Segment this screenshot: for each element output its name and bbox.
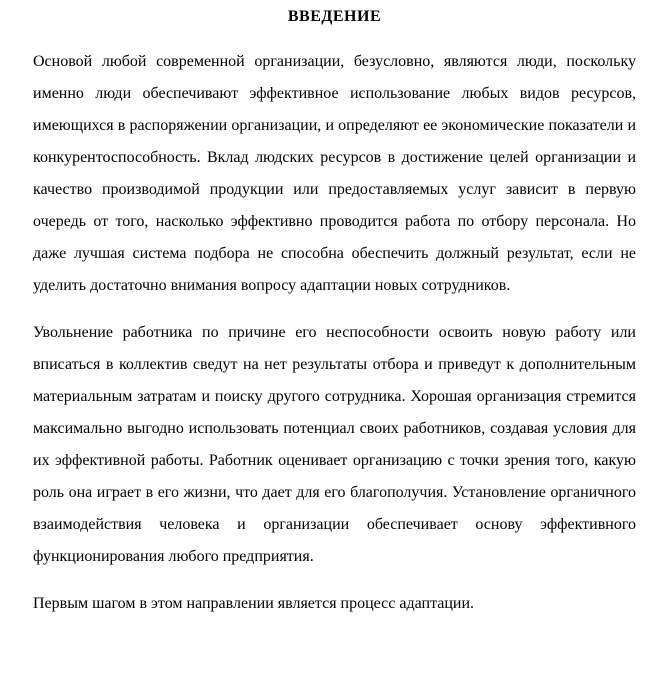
paragraph-2: Увольнение работника по причине его неспособности освоить новую работу или вписаться в коллектив сведут на нет результаты отбора и приведут к дополнительным материальным затратам и поиску другого сотрудника. Хорошая организация стремится максимально выгодно использовать потенциал своих работников, создавая условия для их эффективной работы. Работник оценивает организацию с точки зрения того, какую роль она играет в его жизни, что дает для его благополучия. Установление органичного взаимодействия человека и организации обеспечивает основу эффективного функционирования любого предприятия. <box>33 324 636 565</box>
document-title: ВВЕДЕНИЕ <box>287 8 382 25</box>
paragraph-3: Первым шагом в этом направлении является процесс адаптации. <box>33 595 475 612</box>
paragraph-1: Основой любой современной организации, безусловно, являются люди, поскольку именно люди обеспечивают эффективное использование любых видов ресурсов, имеющихся в распоряжении организации, и определяют ее экономические показатели и конкурентоспособность. Вклад людских ресурсов в достижение целей организации и качество производимой продукции или предоставляемых услуг зависит в первую очередь от того, насколько эффективно проводится работа по отбору персонала. Но даже лучшая система подбора не способна обеспечить должный результат, если не уделить достаточно внимания вопросу адаптации новых сотрудников. <box>33 53 636 294</box>
